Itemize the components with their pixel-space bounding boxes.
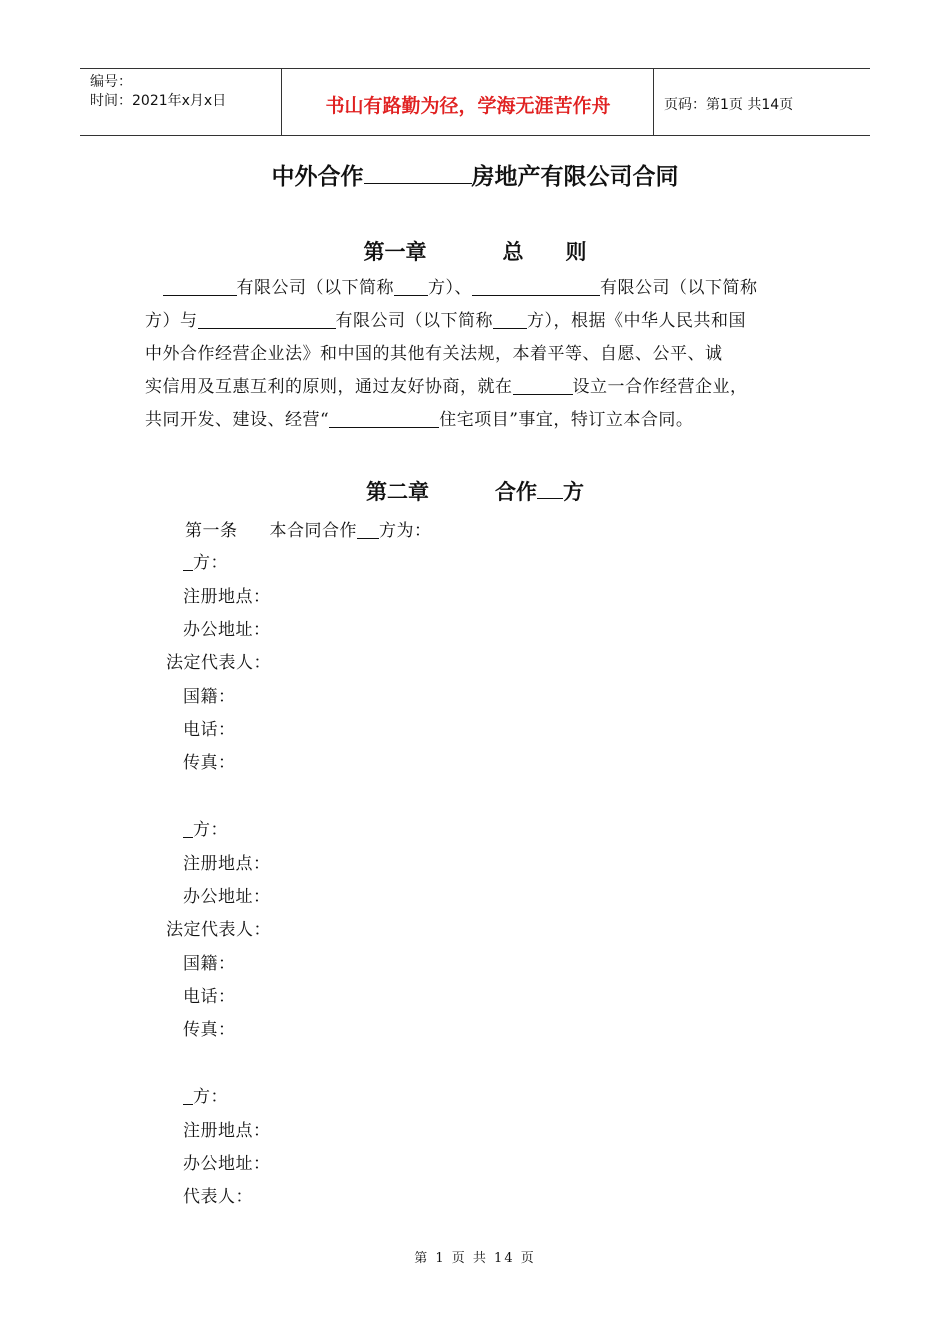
- blank-line: [329, 408, 439, 428]
- document-header: [80, 68, 870, 136]
- article-label: 第一条: [185, 521, 238, 541]
- paragraph-text: 住宅项目”事宜，特订立本合同。: [439, 410, 694, 430]
- header-divider: [653, 69, 654, 135]
- nationality-field: 国籍：: [183, 687, 236, 707]
- field-label: 方：: [193, 1087, 228, 1107]
- chapter-heading: [0, 236, 950, 266]
- paragraph-text: 方），根据《中华人民共和国: [527, 311, 746, 331]
- blank-line: [198, 309, 336, 329]
- paragraph-line: [145, 371, 815, 404]
- legal-representative-field: 法定代表人：: [166, 920, 271, 940]
- registered-address-field: 注册地点：: [183, 1121, 271, 1141]
- field-label: 方：: [193, 820, 228, 840]
- party-name-field: [183, 815, 228, 840]
- paragraph-line: [145, 404, 815, 437]
- blank-line: [493, 309, 527, 329]
- party-name-field: [183, 548, 228, 573]
- blank-line: [472, 276, 600, 296]
- paragraph-line: [145, 305, 815, 338]
- registered-address-field: 注册地点：: [183, 587, 271, 607]
- article-heading: [185, 516, 432, 541]
- phone-field: 电话：: [183, 720, 236, 740]
- paragraph-line: 中外合作经营企业法》和中国的其他有关法规，本着平等、自愿、公平、诚: [145, 344, 723, 364]
- title-blank: [364, 159, 472, 184]
- nationality-field: 国籍：: [183, 954, 236, 974]
- title-left: 中外合作: [271, 164, 364, 190]
- header-motto: 书山有路勤为径，学海无涯苦作舟: [325, 95, 611, 117]
- paragraph-line: [145, 272, 815, 305]
- document-date-label: 时间：2021年x月x日: [90, 93, 227, 109]
- article-text: 本合同合作: [269, 521, 357, 541]
- paragraph-text: 有限公司（以下简称: [236, 278, 394, 298]
- paragraph-text: 有限公司（以下简称: [600, 278, 758, 298]
- paragraph-text: 实信用及互惠互利的原则，通过友好协商，就在: [145, 377, 513, 397]
- page-footer: 第 1 页 共 14 页: [414, 1251, 536, 1266]
- office-address-field: 办公地址：: [183, 620, 271, 640]
- blank-line: [183, 818, 193, 838]
- registered-address-field: 注册地点：: [183, 854, 271, 874]
- blank-line: [513, 375, 573, 395]
- article-text: 方为：: [379, 521, 432, 541]
- paragraph-text: 共同开发、建设、经营“: [145, 410, 330, 430]
- blank-line: [163, 276, 237, 296]
- field-label: 方：: [193, 553, 228, 573]
- paragraph-text: 方）、: [428, 278, 472, 298]
- chapter-heading: [0, 476, 950, 506]
- chapter-number: 第二章: [366, 480, 429, 505]
- chapter-name: 合作: [495, 480, 537, 505]
- legal-representative-field: 法定代表人：: [166, 653, 271, 673]
- paragraph-text: 方）与: [145, 311, 198, 331]
- chapter-number: 第一章: [363, 240, 427, 264]
- blank-line: [357, 519, 379, 539]
- fax-field: 传真：: [183, 753, 236, 773]
- header-meta: [90, 73, 226, 111]
- title-right: 房地产有限公司合同: [471, 164, 679, 190]
- chapter-name: 方: [563, 480, 584, 505]
- office-address-field: 办公地址：: [183, 887, 271, 907]
- blank-line: [183, 551, 193, 571]
- chapter-blank: [537, 476, 563, 499]
- opening-paragraph: [145, 272, 815, 437]
- representative-field: 代表人：: [183, 1187, 253, 1207]
- paragraph-text: 有限公司（以下简称: [335, 311, 493, 331]
- chapter-name: 总 则: [502, 240, 587, 264]
- blank-line: [183, 1085, 193, 1105]
- contract-title: [0, 158, 950, 191]
- office-address-field: 办公地址：: [183, 1154, 271, 1174]
- blank-line: [394, 276, 428, 296]
- document-number-label: 编号：: [90, 74, 132, 90]
- paragraph-text: 设立一合作经营企业，: [572, 377, 748, 397]
- fax-field: 传真：: [183, 1020, 236, 1040]
- header-page-label: 页码：第1页 共14页: [664, 97, 794, 113]
- party-name-field: [183, 1082, 228, 1107]
- phone-field: 电话：: [183, 987, 236, 1007]
